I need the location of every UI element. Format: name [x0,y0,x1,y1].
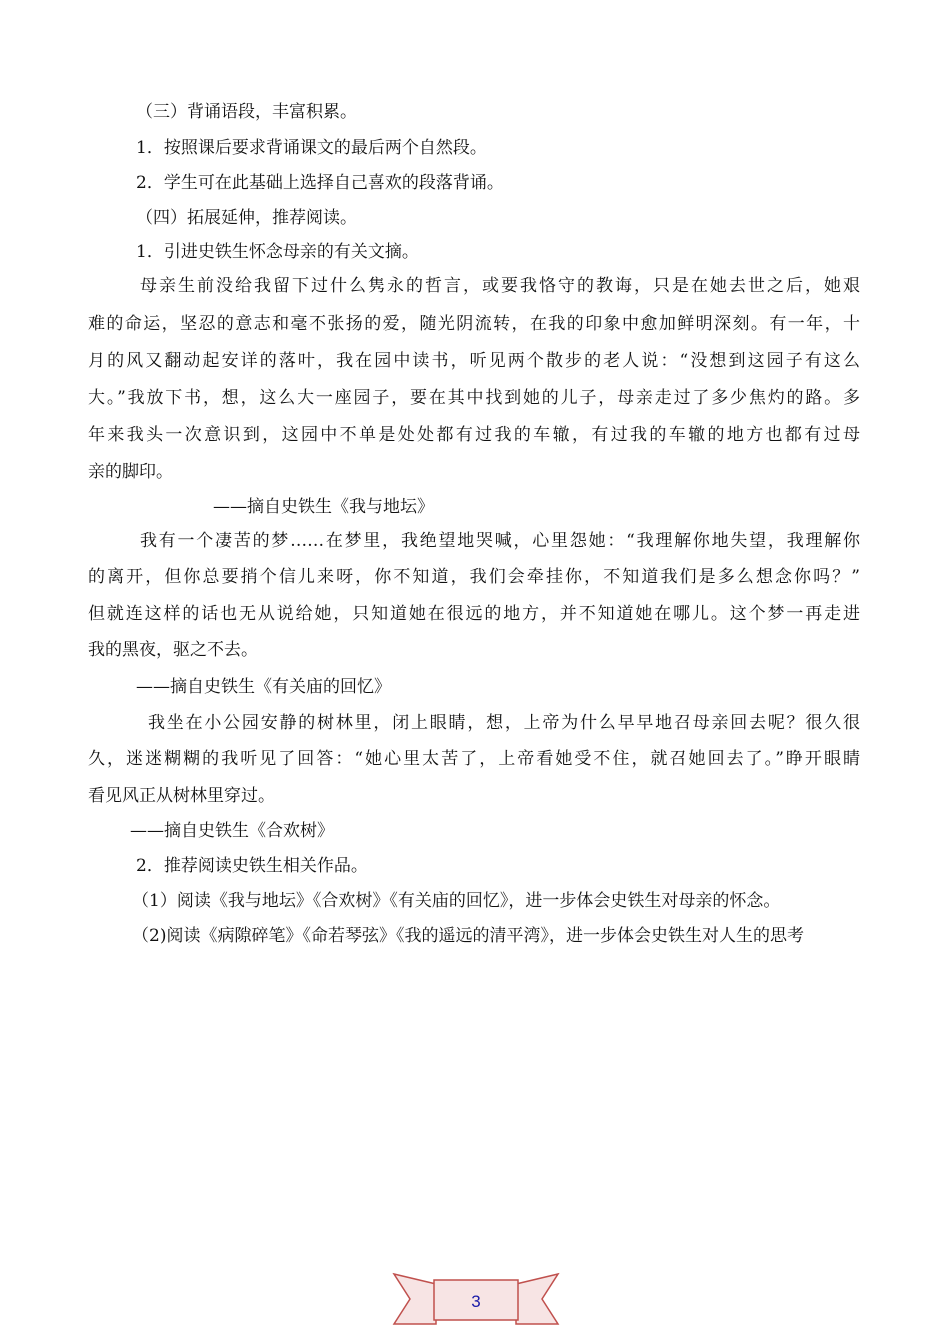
excerpt-line: 但就连这样的话也无从说给她，只知道她在很远的地方，并不知道她在哪儿。这个梦一再走进 [88,604,860,624]
excerpt-line: 我的黑夜，驱之不去。 [88,640,258,660]
excerpt-line: 月的风又翻动起安详的落叶，我在园中读书，听见两个散步的老人说：“没想到这园子有这么 [88,351,860,371]
section-heading-recommend: 2．推荐阅读史铁生相关作品。 [136,856,368,876]
list-item: （2)阅读《病隙碎笔》《命若琴弦》《我的遥远的清平湾》，进一步体会史铁生对人生的思考 [132,926,804,946]
section-heading-recite: （三）背诵语段，丰富积累。 [136,102,357,122]
excerpt-line: 久，迷迷糊糊的我听见了回答：“她心里太苦了，上帝看她受不住，就召她回去了。”睁开眼睛 [88,749,860,769]
excerpt-line: 年来我头一次意识到，这园中不单是处处都有过我的车辙，有过我的车辙的地方也都有过母 [88,425,860,445]
list-item: （1）阅读《我与地坛》《合欢树》《有关庙的回忆》，进一步体会史铁生对母亲的怀念。 [132,891,781,911]
excerpt-source: ——摘自史铁生《我与地坛》 [213,497,434,517]
excerpt-source: ——摘自史铁生《合欢树》 [130,821,334,841]
section-heading-extend: （四）拓展延伸，推荐阅读。 [136,208,357,228]
excerpt-source: ——摘自史铁生《有关庙的回忆》 [136,677,391,697]
list-item: 1．按照课后要求背诵课文的最后两个自然段。 [136,138,487,158]
excerpt-line: 的离开，但你总要捎个信儿来呀，你不知道，我们会牵挂你，不知道我们是多么想念你吗？” [88,567,860,587]
excerpt-line: 母亲生前没给我留下过什么隽永的哲言，或要我恪守的教诲，只是在她去世之后，她艰 [140,276,860,296]
page-number-badge [392,1266,560,1330]
list-item: 2．学生可在此基础上选择自己喜欢的段落背诵。 [136,173,504,193]
excerpt-line: 我有一个凄苦的梦……在梦里，我绝望地哭喊，心里怨她：“我理解你地失望，我理解你 [140,531,860,551]
excerpt-line: 我坐在小公园安静的树林里，闭上眼睛，想，上帝为什么早早地召母亲回去呢？很久很 [148,713,860,733]
excerpt-line: 大。”我放下书，想，这么大一座园子，要在其中找到她的儿子，母亲走过了多少焦灼的路。多 [88,388,860,408]
list-item: 1．引进史铁生怀念母亲的有关文摘。 [136,242,419,262]
excerpt-line: 看见风正从树林里穿过。 [88,786,275,806]
excerpt-line: 难的命运，坚忍的意志和毫不张扬的爱，随光阴流转，在我的印象中愈加鲜明深刻。有一年，十 [88,314,860,334]
page-number: 3 [471,1292,481,1311]
excerpt-line: 亲的脚印。 [88,462,173,482]
